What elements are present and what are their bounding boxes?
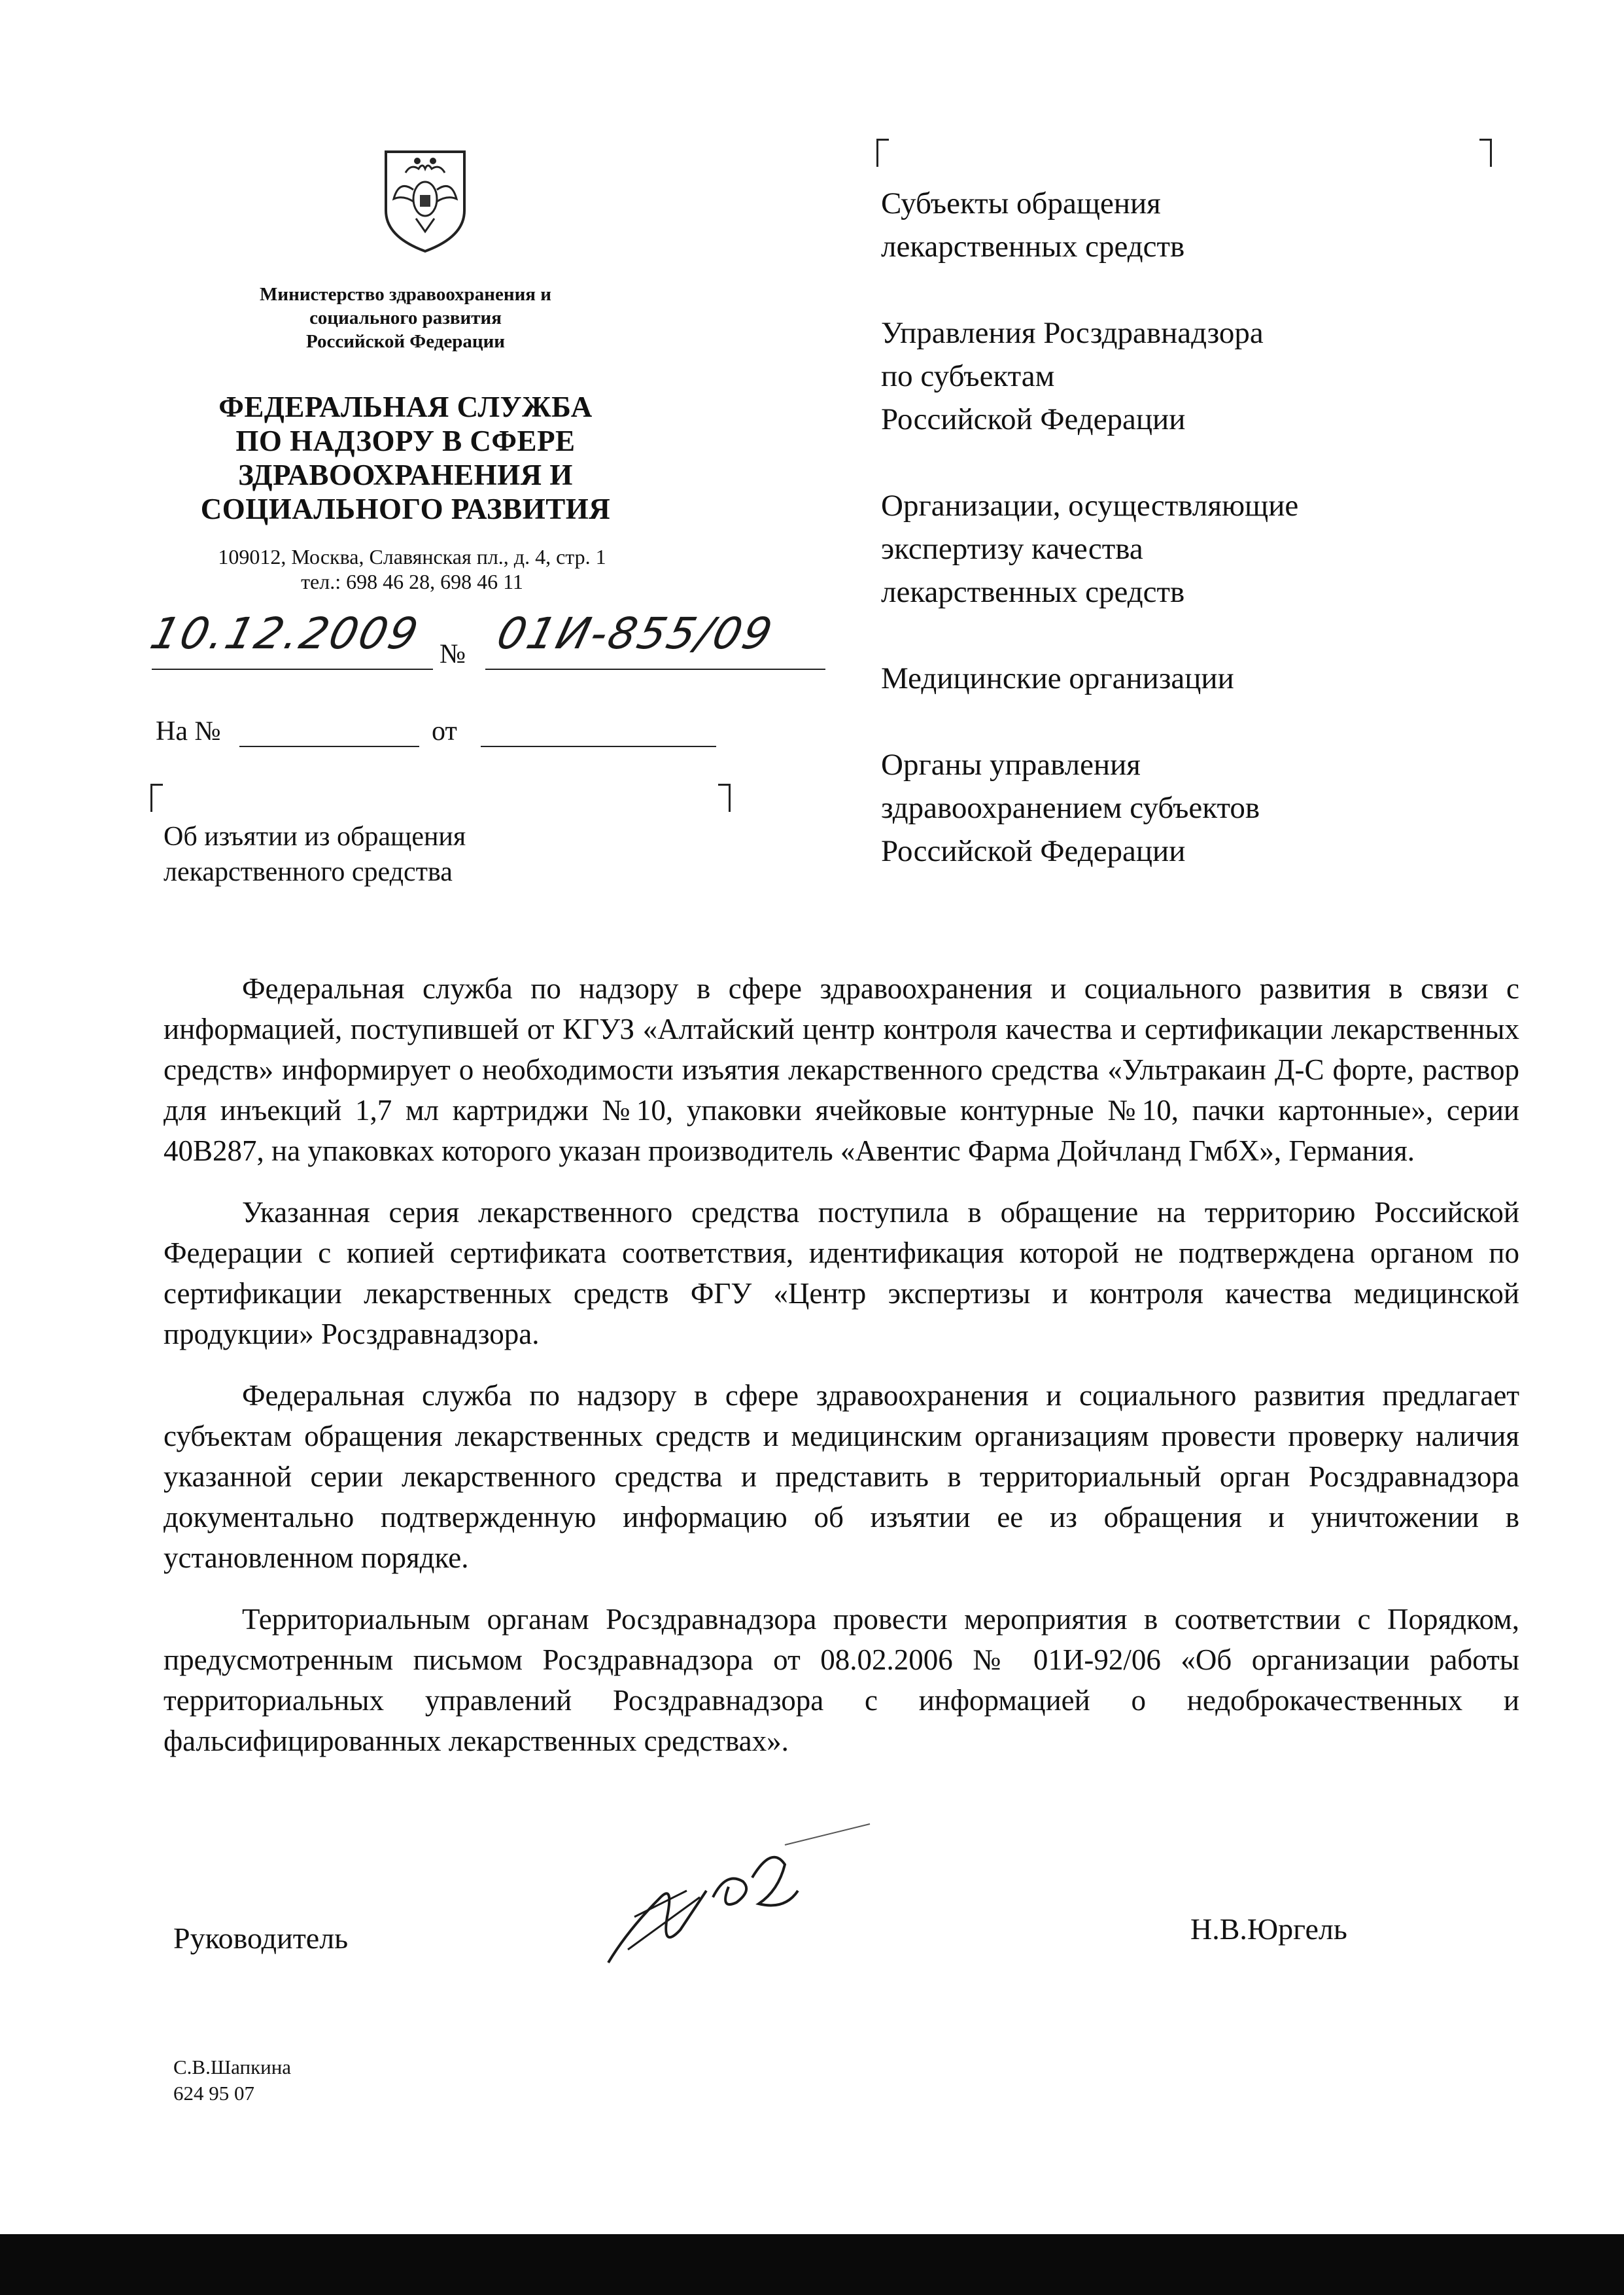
body-paragraph: Федеральная служба по надзору в сфере здравоохранения и социального развития предлагает субъектам обращения лекарственных средств и медицинским организациям провести проверку наличия указанной серии лекарственного средства и представить в территориальный орган Росздравнадзора документально подтвержденную информацию об изъятии ее из обращения и уничтожении в установленном порядке. (164, 1379, 1519, 1574)
letter-subject: Об изъятии из обращения лекарственного средства (164, 822, 466, 887)
body-paragraph: Территориальным органам Росздравнадзора провести мероприятия в соответствии с Порядком, предусмотренным письмом Росздравнадзора от 08.02.2006 № 01И-92/06 «Об организации работы территориальных управлений Росздравнадзора с информацией о недоброкачественных и фальсифицированных лекарственных средствах». (164, 1603, 1519, 1757)
recipients-bracket-left (876, 139, 889, 167)
handwritten-signature (589, 1819, 876, 1989)
scan-border (0, 2234, 1624, 2295)
service-name: ФЕДЕРАЛЬНАЯ СЛУЖБА ПО НАДЗОРУ В СФЕРЕ ЗДРАВООХРАНЕНИЯ И СОЦИАЛЬНОГО РАЗВИТИЯ (200, 391, 611, 525)
signatory-title: Руководитель (173, 1921, 349, 1955)
recipient-group: Медицинские организации (881, 661, 1234, 695)
recipient-group: Организации, осуществляющие экспертизу качества лекарственных средств (881, 489, 1299, 609)
number-underline (485, 669, 825, 670)
number-sign: № (440, 639, 466, 669)
body-paragraph: Федеральная служба по надзору в сфере здравоохранения и социального развития в связи с информацией, поступившей от КГУЗ «Алтайский центр контроля качества и сертификации лекарственных средств» информирует о необходимости изъятия лекарственного средства «Ультракаин Д-С форте, раствор для инъекций 1,7 мл картриджи №10, упаковки ячейковые контурные №10, пачки картонные», серии 40В287, на упаковках которого указан производитель «Авентис Фарма Дойчланд ГмбХ», Германия. (164, 972, 1519, 1167)
signatory-name: Н.В.Юргель (1190, 1912, 1347, 1946)
recipient-group: Управления Росздравнадзора по субъектам Российской Федерации (881, 316, 1264, 436)
subject-bracket-left (150, 784, 163, 812)
reference-number-line (239, 746, 419, 747)
reference-date-line (481, 746, 716, 747)
executor-info: С.В.Шапкина 624 95 07 (173, 2056, 292, 2105)
ministry-name: Министерство здравоохранения и социального развития Российской Федерации (260, 284, 551, 352)
service-address: 109012, Москва, Славянская пл., д. 4, стр. 1 тел.: 698 46 28, 698 46 11 (218, 545, 606, 593)
recipient-group: Субъекты обращения лекарственных средств (881, 186, 1185, 264)
registration-number: 01И-855/09 (492, 608, 779, 659)
reference-from-label: от (432, 716, 457, 746)
recipient-group: Органы управления здравоохранением субъектов Российской Федерации (881, 748, 1260, 868)
letter-body (164, 968, 1519, 1782)
recipients-bracket-right (1479, 139, 1492, 167)
coat-of-arms-icon (373, 139, 477, 256)
body-paragraph: Указанная серия лекарственного средства поступила в обращение на территорию Российской Федерации с копией сертификата соответствия, идентификация которой не подтверждена органом по сертификации лекарственных средств ФГУ «Центр экспертизы и контроля качества медицинской продукции» Росздравнадзора. (164, 1196, 1519, 1350)
date-underline (152, 669, 433, 670)
reference-label: На № (156, 716, 221, 746)
subject-bracket-right (718, 784, 731, 812)
registration-date: 10.12.2009 (145, 608, 425, 659)
recipients-block (881, 182, 1522, 916)
